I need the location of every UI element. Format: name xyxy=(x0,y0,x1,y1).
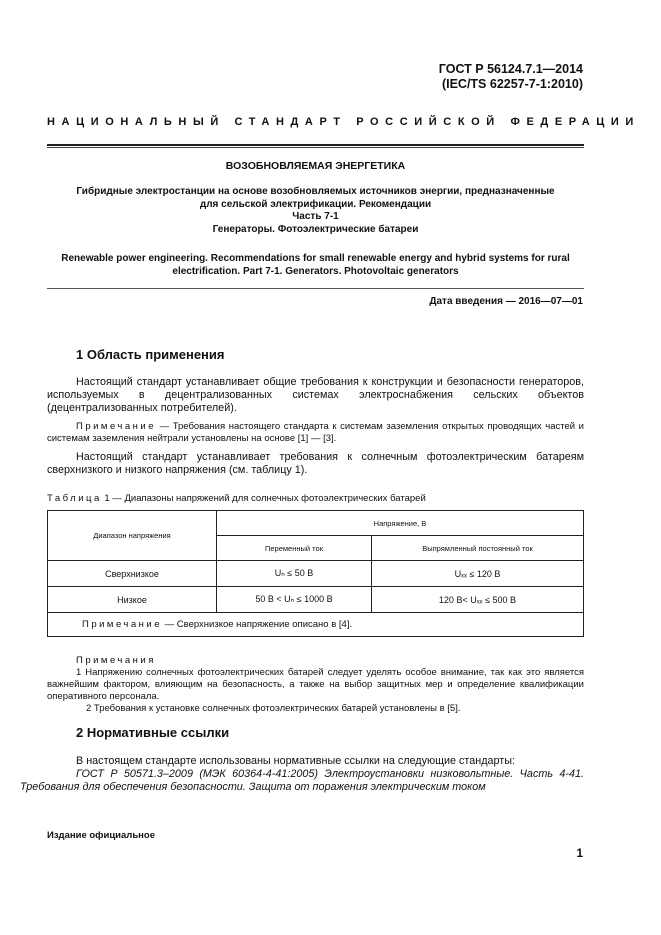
notes-item-2: 2 Требования к установке солнечных фотоэлектрических батарей установлены в [5]. xyxy=(86,703,461,714)
iec-number: (IEC/TS 62257-7-1:2010) xyxy=(441,77,583,91)
table-header-range: Диапазон напряжения xyxy=(48,511,217,561)
table-caption xyxy=(47,493,426,504)
section-1-para-1: Настоящий стандарт устанавливает общие требования к конструкции и безопасности генераторов, используемых в децентрализованных системах электроснабжения сельских объектов (децентрализованных потребителей). xyxy=(47,376,584,414)
ru-title xyxy=(47,186,584,236)
section-2-heading: 2 Нормативные ссылки xyxy=(76,725,230,740)
en-title-line: electrification. Part 7-1. Generators. Photovoltaic generators xyxy=(172,265,459,277)
table-note-label: Примечание xyxy=(82,619,162,630)
section-1-para-2: Настоящий стандарт устанавливает требования к солнечным фотоэлектрическим батареям сверхнизкого и низкого напряжения (см. таблицу 1). xyxy=(47,451,584,476)
intro-rule xyxy=(47,288,584,289)
gost-number: ГОСТ Р 56124.7.1—2014 xyxy=(438,62,583,76)
table-cell-range: Сверхнизкое xyxy=(48,561,217,587)
ru-title-subtitle: Генераторы. Фотоэлектрические батареи xyxy=(212,223,419,235)
edition-label: Издание официальное xyxy=(47,830,155,841)
ru-title-line: Гибридные электростанции на основе возобновляемых источников энергии, предназначенные xyxy=(76,186,555,197)
table-note xyxy=(48,613,584,637)
notes-item-1: 1 Напряжению солнечных фотоэлектрических батарей следует уделять особое внимание, так как это является важнейшим фактором, влияющим на безопасность, а также на выбор защитных мер и определение квалификации оперативного персонала. xyxy=(47,667,584,702)
table-row xyxy=(48,561,584,587)
note-text: — Требования настоящего стандарта к системам заземления открытых проводящих частей и системам заземления нейтрали установлены на основе [1] — [3]. xyxy=(47,421,584,444)
table-header-dc: Выпрямленный постоянный ток xyxy=(372,536,584,561)
table-cell-ac: Uₙ ≤ 50 В xyxy=(217,561,372,587)
table-note-text: — Сверхнизкое напряжение описано в [4]. xyxy=(162,619,353,630)
section-title: ВОЗОБНОВЛЯЕМАЯ ЭНЕРГЕТИКА xyxy=(225,160,406,172)
table-caption-text: 1 — Диапазоны напряжений для солнечных фотоэлектрических батарей xyxy=(101,493,426,504)
section-1-heading: 1 Область применения xyxy=(76,347,225,362)
table-caption-label: Таблица xyxy=(47,493,102,504)
section-2-para-1: В настоящем стандарте использованы нормативные ссылки на следующие стандарты: xyxy=(76,755,515,767)
section-1-note xyxy=(47,421,584,445)
table-cell-dc: 120 В< Uₓₓ ≤ 500 В xyxy=(372,587,584,613)
ru-title-part: Часть 7-1 xyxy=(292,211,339,223)
page-number: 1 xyxy=(576,846,583,860)
header-thick-rule xyxy=(47,144,584,146)
intro-date: Дата введения — 2016—07—01 xyxy=(429,296,583,307)
notes-label: Примечания xyxy=(76,655,156,666)
ru-title-line: для сельской электрификации. Рекомендации xyxy=(199,198,432,210)
table-header-voltage: Напряжение, В xyxy=(217,511,584,536)
header-thin-rule xyxy=(47,147,584,148)
en-title-line: Renewable power engineering. Recommendations for small renewable energy and hybrid systems for rural xyxy=(61,253,570,264)
table-cell-dc: Uₓₓ ≤ 120 В xyxy=(372,561,584,587)
table-cell-range: Низкое xyxy=(48,587,217,613)
en-title xyxy=(47,253,584,278)
section-2-ref-1: ГОСТ Р 50571.3–2009 (МЭК 60364-4-41:2005) Электроустановки низковольтные. Часть 4-41. Требования для обеспечения безопасности. Защита от поражения электрическим током xyxy=(20,768,584,793)
voltage-range-table xyxy=(47,510,584,637)
table-row xyxy=(48,587,584,613)
national-standard-title: НАЦИОНАЛЬНЫЙ СТАНДАРТ РОССИЙСКОЙ ФЕДЕРАЦИИ xyxy=(47,116,640,128)
table-header-ac: Переменный ток xyxy=(217,536,372,561)
table-cell-ac: 50 В < Uₙ ≤ 1000 В xyxy=(217,587,372,613)
note-label: Примечание xyxy=(76,421,156,432)
gost-header xyxy=(439,62,583,92)
